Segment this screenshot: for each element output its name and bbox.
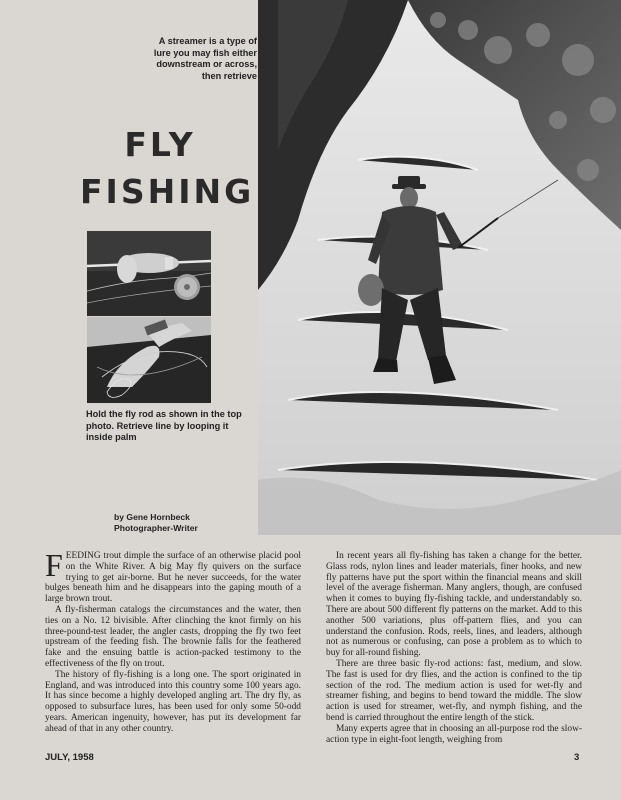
line-loop-illustration <box>87 317 211 403</box>
article-paragraph: Many experts agree that in choosing an all-purpose rod the slow-action type in eight-foot length, weighing from <box>326 723 582 745</box>
page-number: 3 <box>574 752 580 763</box>
article-paragraph: In recent years all fly-fishing has taken a change for the better. Glass rods, nylon lines and leader materials, finer hooks, and new fly patterns have put the sport within the financial means and skill level of the average fisherman. Many anglers, though, are confused when it comes to buying fly-fishing tackle, and understandably so. There are about 500 different fly patterns on the market. Add to this another 500 variations, plus off-pattern flies, and you can understand the confusion. Rods, reels, lines, and leaders, although not as numerous or confusing, can pose a problem as to which to buy for all-round fishing. <box>326 551 582 659</box>
byline-role: Photographer-Writer <box>114 523 198 533</box>
inset-photo-rod-grip <box>87 231 211 316</box>
issue-date: JULY, 1958 <box>45 752 94 763</box>
article-column-right <box>326 551 582 745</box>
inset-photo-line-loop <box>87 317 211 403</box>
photo-caption-streamer: A streamer is a type of lure you may fish either downstream or across, then retrieve <box>153 36 257 81</box>
byline <box>114 512 264 534</box>
rod-grip-illustration <box>87 231 211 316</box>
article-paragraph: The history of fly-fishing is a long one. The sport originated in England, and was introduced into this country some 100 years ago. It has since become a highly developed angling art. The dry fly, as opposed to subsurface lures, has been used for only some 50-odd years. American ingenuity, however, has put its development far ahead of that in any other country. <box>45 669 301 734</box>
article-title-line-1: FLY <box>124 125 196 164</box>
photo-caption-rod-grip: Hold the fly rod as shown in the top photo. Retrieve line by looping it inside palm <box>86 409 242 442</box>
article-paragraph: A fly-fisherman catalogs the circumstances and the water, then ties on a No. 12 bivisible. After clinching the knot firmly on his three-pound-test leader, the angler casts, dropping the fly two feet upstream of the feeding fish. The brownie falls for the feathered fake and the ensuing battle is action-packed testimony to the effectiveness of the fly on trout. <box>45 604 301 669</box>
byline-author: by Gene Hornbeck <box>114 512 190 522</box>
drop-cap: F <box>45 547 63 583</box>
article-paragraph: There are three basic fly-rod actions: fast, medium, and slow. The fast is used for dry flies, and the action is confined to the tip section of the rod. The medium action is used for wet-fly and streamer fishing, and begins to bend toward the middle. The slow action is used for streamer, wet-fly, and nymph fishing, and the bend is carried throughout the entire length of the stick. <box>326 658 582 723</box>
article-column-left <box>45 547 301 735</box>
article-title-line-2: FISHING <box>80 172 255 211</box>
article-paragraph: FEEDING trout dimple the surface of an otherwise placid pool on the White River. A big May fly quivers on the surface trying to get air-borne. But he never succeeds, for the water bulges beneath him and he disappears into the gaping mouth of a large brown trout. <box>45 547 301 605</box>
angler-in-stream-illustration <box>258 0 621 535</box>
main-photo-angler <box>258 0 621 535</box>
